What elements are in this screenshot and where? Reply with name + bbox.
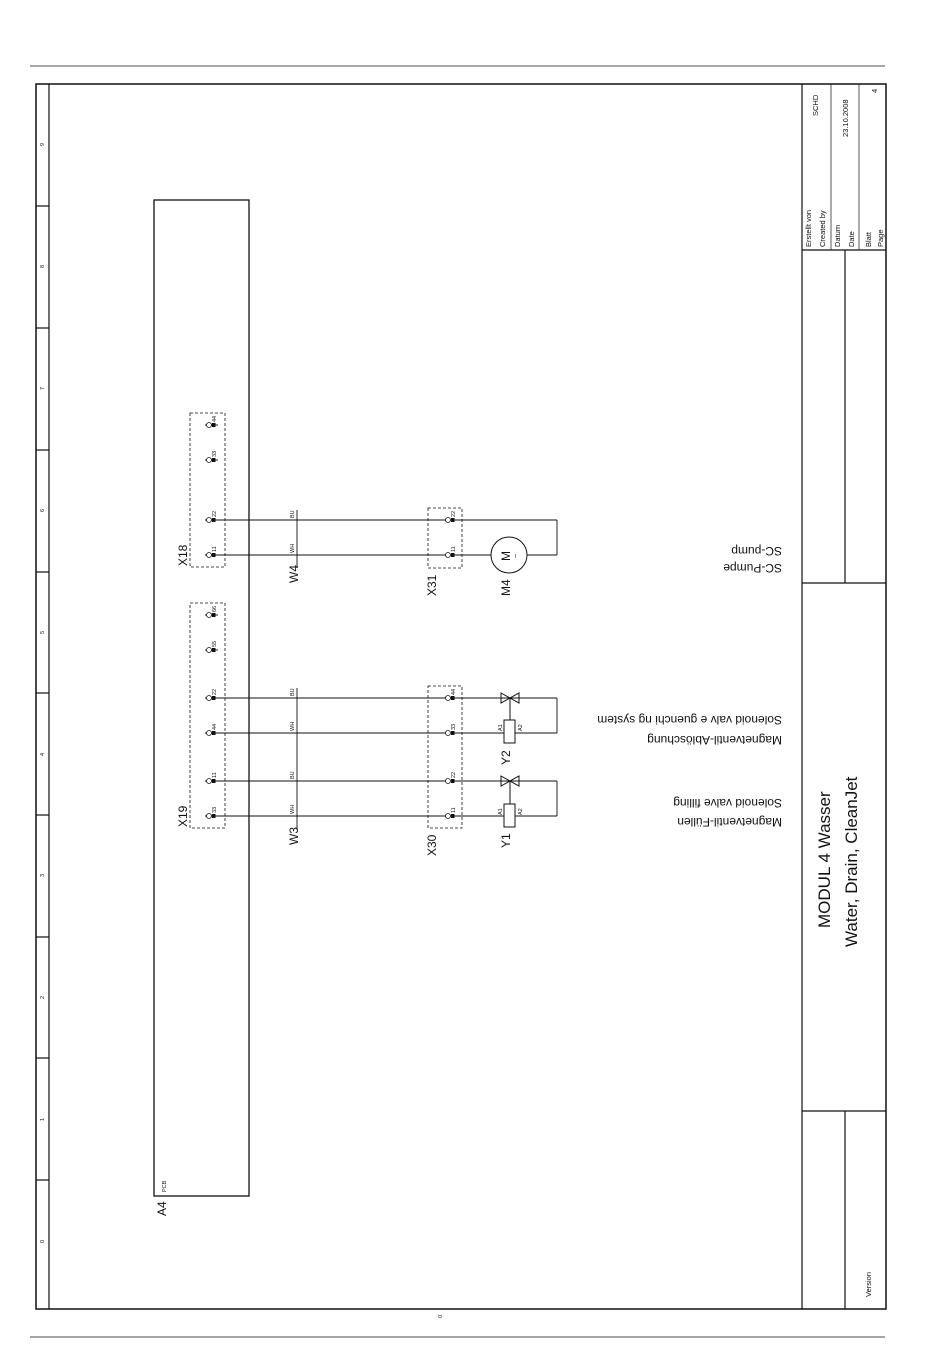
zone-number: 8 — [40, 264, 46, 268]
created-label-en: Created by — [818, 210, 827, 247]
y1-valve-symbol — [497, 776, 523, 804]
motor-tilde: ~ — [511, 553, 520, 558]
page-label-en: Page — [876, 229, 885, 247]
page-label-de: Blatt — [864, 231, 873, 247]
drawing-title-line1: MODUL 4 Wasser — [815, 791, 834, 928]
terminal-number: 22 — [212, 688, 218, 695]
page-value: 4 — [870, 88, 879, 93]
y2-valve-symbol — [497, 693, 523, 720]
y1-label: Y1 — [499, 833, 513, 848]
y1-a1-label: A1 — [498, 808, 504, 815]
drawing-title-line2: Water, Drain, CleanJet — [842, 776, 861, 947]
terminal-number: 33 — [212, 806, 218, 813]
y2-label: Y2 — [499, 750, 513, 765]
fill-desc-de: Magnetventil-Füllen — [677, 815, 782, 829]
zone-number: 5 — [40, 630, 46, 634]
terminal-number: 66 — [212, 605, 218, 612]
terminal-number: 11 — [212, 546, 218, 552]
zone-number: 9 — [40, 142, 46, 146]
zone-number: 6 — [40, 508, 46, 512]
x30-terminals — [446, 689, 458, 819]
m4-label: M4 — [499, 579, 513, 596]
terminal — [205, 648, 218, 653]
terminal-number: 55 — [212, 640, 218, 647]
x18-connector-box — [190, 413, 225, 567]
date-label-de: Datum — [833, 224, 842, 247]
w3-wire-color: BU — [290, 771, 296, 779]
y1-a2-label: A2 — [518, 808, 524, 815]
x18-label: X18 — [176, 544, 190, 566]
zone-number: 4 — [40, 752, 46, 756]
date-label-en: Date — [847, 231, 856, 247]
wires — [215, 520, 449, 816]
motor-m-letter: M — [499, 551, 513, 561]
pump-desc-de: SC-Pumpe — [723, 561, 782, 575]
y2-a1-label: A1 — [498, 724, 504, 731]
drawing-frame — [36, 84, 886, 1309]
w4-wire-color: WH — [290, 543, 296, 553]
version-label: Version — [864, 1271, 873, 1297]
descriptions — [597, 544, 782, 829]
terminal-number: 33 — [451, 723, 457, 730]
x19-label: X19 — [176, 805, 190, 827]
zone-number: 2 — [40, 995, 46, 999]
y2-a2-label: A2 — [518, 724, 524, 731]
w4-wire-color: BU — [290, 510, 296, 518]
zone-number: 7 — [40, 386, 46, 390]
zone-dividers — [36, 206, 49, 1180]
x31-label: X31 — [425, 574, 439, 596]
date-value: 23.10.2008 — [841, 99, 850, 137]
pump-desc-en: SC-pump — [731, 544, 782, 558]
zone-number: 1 — [40, 1117, 46, 1121]
quench-desc-en: Solenoid valv e guenchi ng system — [597, 713, 782, 727]
quench-desc-de: Magnetventil-Ablöschung — [647, 733, 782, 747]
w3-wire-color: WH — [290, 804, 296, 814]
w3-wire-color: WH — [290, 721, 296, 731]
w3-wire-color: BU — [290, 688, 296, 696]
a4-sublabel: PCB — [162, 1180, 168, 1192]
terminal-number: 22 — [451, 771, 457, 778]
w4-label: W4 — [287, 565, 301, 583]
x30-label: X30 — [425, 834, 439, 856]
x19-terminals — [205, 606, 249, 819]
terminal-number: 44 — [451, 688, 457, 695]
y2-coil — [504, 720, 515, 743]
title-block-grid — [802, 84, 886, 1309]
zone-number: 0 — [40, 1239, 46, 1243]
terminal-number: 11 — [212, 772, 218, 778]
terminal — [205, 458, 218, 463]
created-label-de: Erstellt von — [804, 209, 813, 247]
bottom-mark: 0 — [438, 1314, 444, 1318]
terminal — [205, 423, 218, 428]
fill-desc-en: Solenoid valve filling — [673, 796, 782, 810]
terminal-number: 22 — [451, 510, 457, 517]
terminal-number: 44 — [212, 415, 218, 422]
terminal-number: 11 — [451, 546, 457, 552]
terminal-number: 33 — [212, 450, 218, 457]
terminal-number: 44 — [212, 723, 218, 730]
terminal — [205, 613, 218, 618]
terminal-number: 22 — [212, 510, 218, 517]
x18-terminals — [205, 416, 249, 558]
terminal-number: 11 — [451, 807, 457, 813]
y1-coil — [504, 804, 515, 827]
created-value: SCHD — [811, 94, 820, 116]
w3-label: W3 — [287, 827, 301, 845]
zone-number: 3 — [40, 873, 46, 877]
x31-terminals — [446, 511, 458, 558]
a4-label: A4 — [155, 1201, 169, 1216]
x19-connector-box — [190, 603, 225, 828]
x30-connector-box — [428, 686, 462, 828]
